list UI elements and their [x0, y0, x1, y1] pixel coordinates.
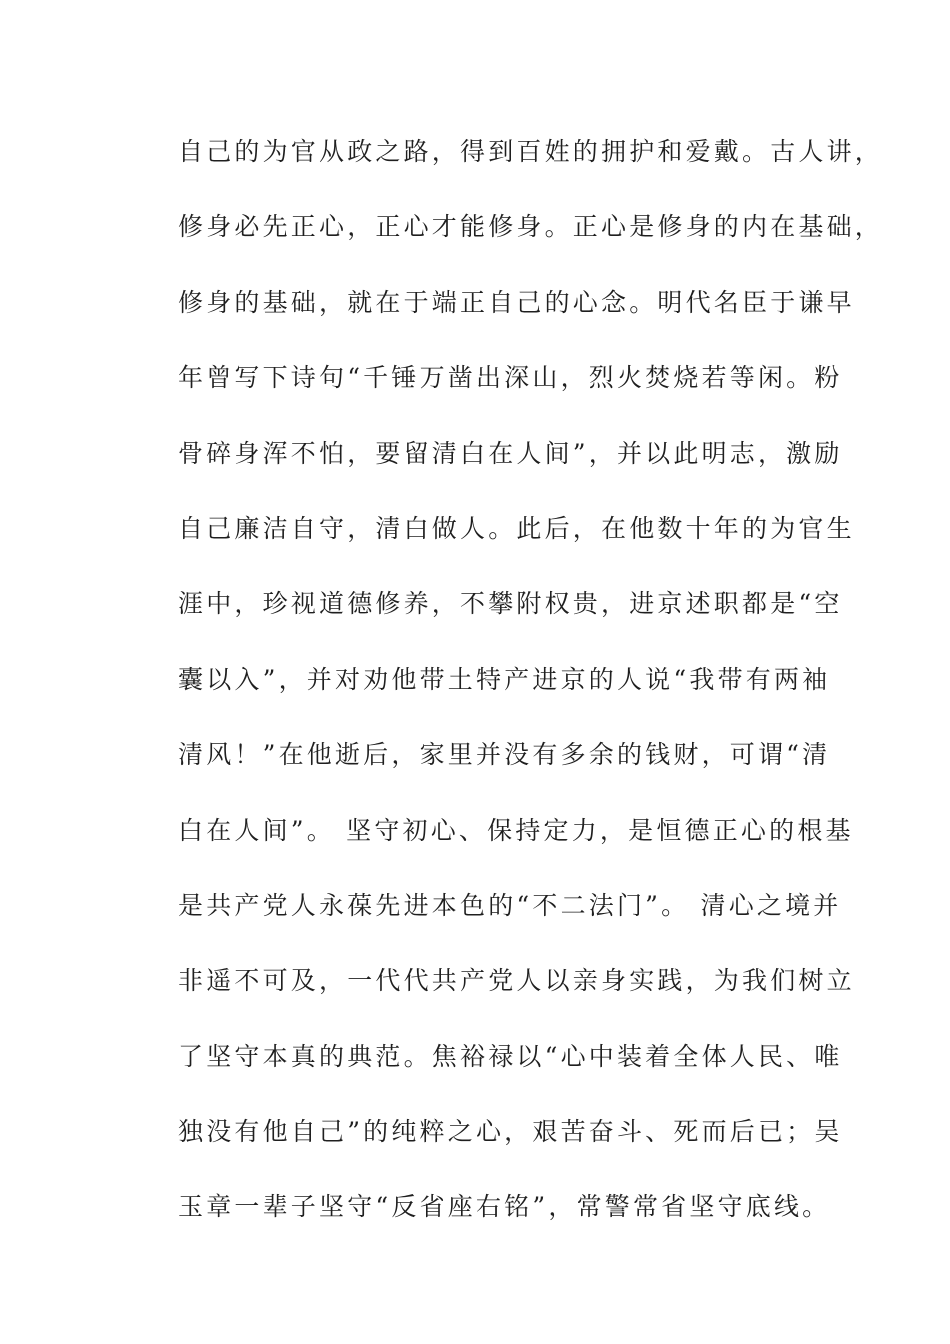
- text-line: 玉章一辈子坚守“反省座右铭”，常警常省坚守底线。: [178, 1192, 831, 1222]
- text-line: 修身的基础，就在于端正自己的心念。明代名臣于谦早: [178, 287, 855, 317]
- text-line: 自己廉洁自守，清白做人。此后，在他数十年的为官生: [178, 513, 855, 543]
- text-line: 白在人间”。 坚守初心、保持定力，是恒德正心的根基: [178, 815, 854, 845]
- text-line: 囊以入”，并对劝他带土特产进京的人说“我带有两袖: [178, 664, 831, 694]
- text-line: 清风！”在他逝后，家里并没有多余的钱财，可谓“清: [178, 740, 831, 770]
- text-line: 非遥不可及，一代代共产党人以亲身实践，为我们树立: [178, 966, 855, 996]
- text-line: 是共产党人永葆先进本色的“不二法门”。 清心之境并: [178, 890, 842, 920]
- text-line: 修身必先正心，正心才能修身。正心是修身的内在基础，: [178, 212, 884, 242]
- text-line: 骨碎身浑不怕，要留清白在人间”，并以此明志，激励: [178, 438, 843, 468]
- text-line: 涯中，珍视道德修养，不攀附权贵，进京述职都是“空: [178, 589, 843, 619]
- text-line: 独没有他自己”的纯粹之心，艰苦奋斗、死而后已；吴: [178, 1117, 843, 1147]
- text-line: 了坚守本真的典范。焦裕禄以“心中装着全体人民、唯: [178, 1041, 843, 1071]
- text-line: 年曾写下诗句“千锤万凿出深山，烈火焚烧若等闲。粉: [178, 363, 843, 393]
- text-line: 自己的为官从政之路，得到百姓的拥护和爱戴。古人讲，: [178, 137, 884, 166]
- body-text: [178, 125, 884, 1256]
